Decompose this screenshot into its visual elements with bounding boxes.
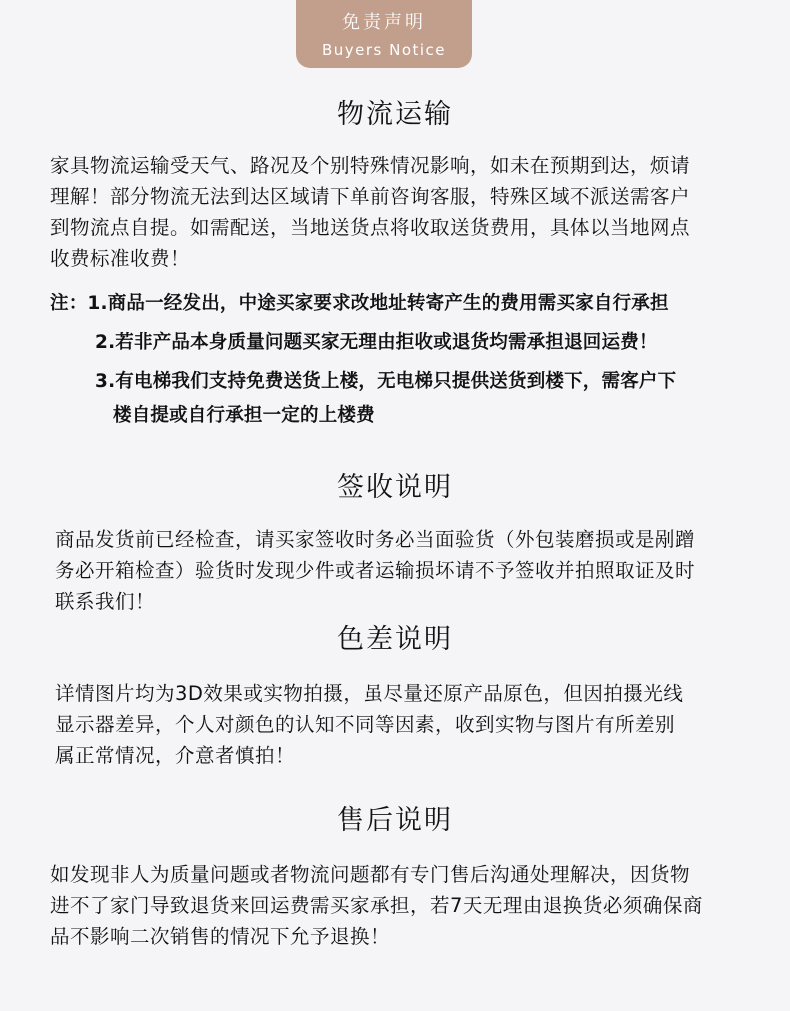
signing-line: 商品发货前已经检查，请买家签收时务必当面验货（外包装磨损或是剐蹭: [55, 528, 696, 551]
after-sales-line: 如发现非人为质量问题或者物流问题都有专门售后沟通处理解决，因货物: [50, 863, 691, 886]
signing-line: 务必开箱检查）验货时发现少件或者运输损坏请不予签收并拍照取证及时: [55, 559, 696, 582]
header-title-cn: 免责声明: [342, 12, 426, 33]
logistics-line: 收费标准收费！: [50, 247, 191, 270]
logistics-note-2: 2.若非产品本身质量问题买家无理由拒收或退货均需承担退回运费！: [95, 332, 658, 353]
signing-section-title: 签收说明: [337, 472, 453, 503]
logistics-line: 家具物流运输受天气、路况及个别特殊情况影响，如未在预期到达，烦请: [50, 154, 691, 177]
logistics-note-3: 3.有电梯我们支持免费送货上楼，无电梯只提供送货到楼下，需客户下: [95, 371, 677, 392]
color-line: 属正常情况，介意者慎拍！: [55, 744, 296, 767]
after-sales-section-title: 售后说明: [337, 805, 453, 836]
color-section-title: 色差说明: [337, 624, 453, 655]
after-sales-line: 品不影响二次销售的情况下允予退换！: [50, 925, 391, 948]
logistics-note-1: 注：1.商品一经发出，中途买家要求改地址转寄产生的费用需买家自行承担: [50, 293, 669, 314]
logistics-line: 理解！部分物流无法到达区域请下单前咨询客服，特殊区域不派送需客户: [50, 185, 691, 208]
buyers-notice-header: [296, 0, 472, 68]
color-line: 显示器差异，个人对颜色的认知不同等因素，收到实物与图片有所差别: [55, 713, 676, 736]
logistics-note-3-continued: 楼自提或自行承担一定的上楼费: [113, 405, 375, 426]
signing-line: 联系我们！: [55, 590, 156, 613]
signing-paragraph: [55, 524, 695, 617]
logistics-section-title: 物流运输: [337, 99, 453, 130]
header-title-en: Buyers Notice: [321, 41, 447, 59]
color-line: 详情图片均为3D效果或实物拍摄，虽尽量还原产品原色，但因拍摄光线: [55, 682, 684, 705]
after-sales-paragraph: [50, 859, 703, 952]
logistics-line: 到物流点自提。如需配送，当地送货点将收取送货费用，具体以当地网点: [50, 216, 691, 239]
color-paragraph: [55, 678, 683, 771]
logistics-paragraph: [50, 150, 690, 274]
after-sales-line: 进不了家门导致退货来回运费需买家承担，若7天无理由退换货必须确保商: [50, 894, 703, 917]
